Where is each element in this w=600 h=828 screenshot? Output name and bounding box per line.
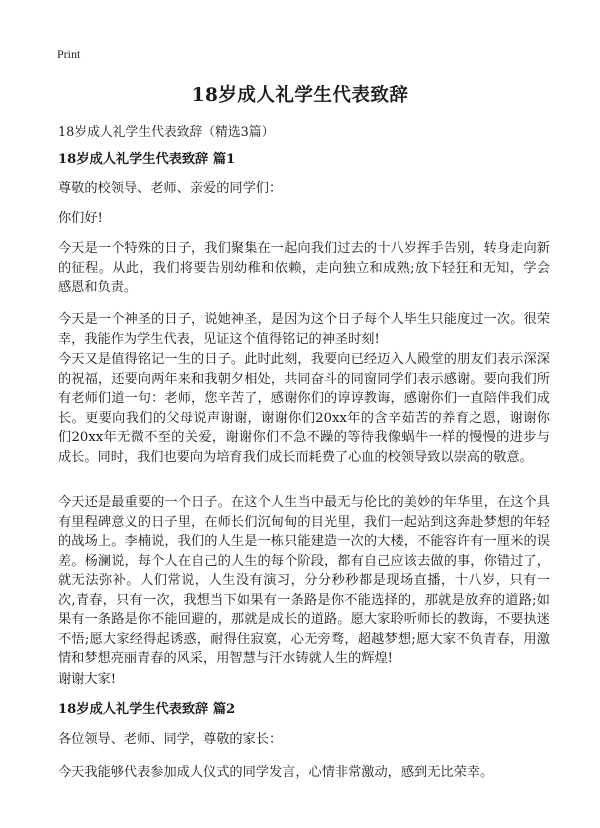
section2-greeting: 各位领导、老师、同学，尊敬的家长： xyxy=(58,732,283,747)
document-title: 18岁成人礼学生代表致辞 xyxy=(191,85,409,106)
section2-paragraph-1: 今天我能够代表参加成人仪式的同学发言，心情非常激动，感到无比荣幸。 xyxy=(58,765,494,780)
section1-paragraph-1: 今天是一个特殊的日子，我们聚集在一起向我们过去的十八岁挥手告别，转身走向新的征程。从此，我们将要告别幼稚和依赖，走向独立和成熟;放下轻狂和无知，学会感恩和负责。 xyxy=(58,241,550,295)
print-label[interactable]: Print xyxy=(57,47,81,61)
section1-paragraph-4: 今天还是最重要的一个日子。在这个人生当中最无与伦比的美妙的年华里，在这个具有里程碑意义的日子里，在师长们沉甸甸的目光里，我们一起站到这奔赴梦想的年轻的战场上。李楠说，我们的人生是一栋只能建造一次的大楼，不能容许有一厘米的误差。杨澜说，每个人在自己的人生的每个阶段，都有自己应该去做的事，你错过了，就无法弥补。人们常说，人生没有演习，分分秒秒都是现场直播，十八岁，只有一次,青春，只有一次，我想当下如果有一条路是你不能选择的，那就是放弃的道路;如果有一条路是你不能回避的，那就是成长的道路。愿大家聆听师长的教诲，不要执迷不悟;愿大家经得起诱惑，耐得住寂寞，心无旁骛，超越梦想;愿大家不负青春，用激情和梦想亮丽青春的风采，用智慧与汗水铸就人生的辉煌! xyxy=(58,495,550,666)
section1-paragraph-2: 今天是一个神圣的日子，说她神圣，是因为这个日子每个人毕生只能度过一次。很荣幸，我能作为学生代表，见证这个值得铭记的神圣时刻! xyxy=(58,312,550,347)
section2-heading: 18岁成人礼学生代表致辞 篇2 xyxy=(58,702,236,717)
section1-hello: 你们好! xyxy=(58,211,103,226)
section1-heading: 18岁成人礼学生代表致辞 篇1 xyxy=(58,152,236,167)
document-subtitle: 18岁成人礼学生代表致辞（精选3篇） xyxy=(58,125,275,140)
section1-paragraph-3: 今天又是值得铭记一生的日子。此时此刻，我要向已经迈入人殿堂的朋友们表示深深的祝福，还要向两年来和我朝夕相处，共同奋斗的同窗同学们表示感谢。要向我们所有老师们道一句：老师，您辛苦了，感谢你们的谆谆教诲，感谢你们一直陪伴我们成长。更要向我们的父母说声谢谢，谢谢你们20xx年的含辛茹苦的养育之恩，谢谢你们20xx年无微不至的关爱，谢谢你们不急不躁的等待我像蜗牛一样的慢慢的进步与成长。同时，我们也要向为培育我们成长而耗费了心血的校领导致以崇高的敬意。 xyxy=(58,352,550,465)
section1-closing: 谢谢大家! xyxy=(58,672,117,687)
section1-greeting: 尊敬的校领导、老师、亲爱的同学们： xyxy=(58,181,283,196)
